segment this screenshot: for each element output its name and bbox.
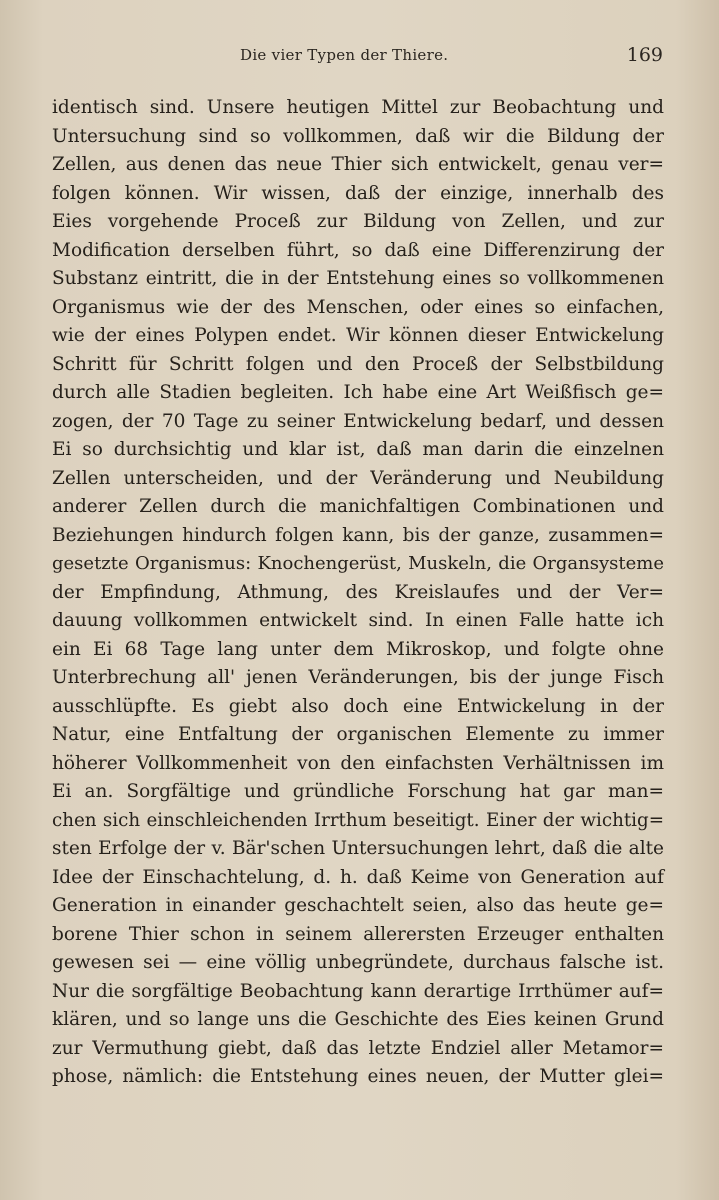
text-line: gewesen sei — eine völlig unbegründete, durchaus falsche ist. bbox=[52, 952, 664, 973]
text-line: zur Vermuthung giebt, daß das letzte Endziel aller Metamor= bbox=[52, 1037, 664, 1059]
text-line: durch alle Stadien begleiten. Ich habe eine Art Weißfisch ge= bbox=[52, 382, 664, 403]
body-text bbox=[52, 94, 664, 1092]
text-line: dauung vollkommen entwickelt sind. In einen Falle hatte ich bbox=[52, 610, 664, 631]
text-line: phose, nämlich: die Entstehung eines neuen, der Mutter glei= bbox=[52, 1066, 664, 1087]
text-line: Zellen unterscheiden, und der Veränderung und Neubildung bbox=[52, 467, 664, 489]
text-line: identisch sind. Unsere heutigen Mittel zur Beobachtung und bbox=[52, 97, 664, 118]
text-line: Generation in einander geschachtelt seien, also das heute ge= bbox=[52, 895, 664, 916]
running-head-title: Die vier Typen der Thiere. bbox=[240, 46, 449, 64]
text-line: Ei so durchsichtig und klar ist, daß man darin die einzelnen bbox=[52, 439, 664, 460]
text-line: gesetzte Organismus: Knochengerüst, Muskeln, die Organsysteme bbox=[52, 553, 664, 574]
text-line: Unterbrechung all' jenen Veränderungen, bis der junge Fisch bbox=[52, 667, 664, 688]
text-line: Schritt für Schritt folgen und den Proceß der Selbstbildung bbox=[52, 353, 664, 375]
text-line: wie der eines Polypen endet. Wir können dieser Entwickelung bbox=[52, 325, 664, 346]
text-line: sten Erfolge der v. Bär'schen Untersuchungen lehrt, daß die alte bbox=[52, 838, 664, 859]
text-line: ausschlüpfte. Es giebt also doch eine Entwickelung in der bbox=[52, 695, 664, 717]
text-line: Nur die sorgfältige Beobachtung kann derartige Irrthümer auf= bbox=[52, 980, 664, 1002]
text-line: der Empfindung, Athmung, des Kreislaufes und der Ver= bbox=[52, 581, 664, 603]
text-line: Ei an. Sorgfältige und gründliche Forschung hat gar man= bbox=[52, 781, 664, 802]
text-line: Organismus wie der des Menschen, oder eines so einfachen, bbox=[52, 296, 664, 318]
text-line: Beziehungen hindurch folgen kann, bis der ganze, zusammen= bbox=[52, 524, 664, 546]
text-line: Untersuchung sind so vollkommen, daß wir die Bildung der bbox=[52, 125, 664, 147]
text-line: Eies vorgehende Proceß zur Bildung von Zellen, und zur bbox=[52, 211, 664, 232]
text-line: anderer Zellen durch die manichfaltigen Combinationen und bbox=[52, 496, 664, 517]
page-number: 169 bbox=[626, 44, 663, 66]
text-line: zogen, der 70 Tage zu seiner Entwickelung bedarf, und dessen bbox=[52, 410, 664, 432]
text-line: borene Thier schon in seinem allerersten Erzeuger enthalten bbox=[52, 923, 664, 945]
text-line: Modification derselben führt, so daß eine Differenzirung der bbox=[52, 239, 664, 261]
text-line: folgen können. Wir wissen, daß der einzige, innerhalb des bbox=[52, 182, 664, 204]
text-line: Natur, eine Entfaltung der organischen Elemente zu immer bbox=[52, 724, 664, 745]
text-line: Zellen, aus denen das neue Thier sich entwickelt, genau ver= bbox=[52, 154, 664, 175]
text-line: höherer Vollkommenheit von den einfachsten Verhältnissen im bbox=[52, 752, 664, 774]
text-line: Substanz eintritt, die in der Entstehung eines so vollkommenen bbox=[52, 268, 664, 289]
text-line: Idee der Einschachtelung, d. h. daß Keime von Generation auf bbox=[52, 866, 664, 888]
text-line: chen sich einschleichenden Irrthum beseitigt. Einer der wichtig= bbox=[52, 809, 664, 831]
text-line: klären, und so lange uns die Geschichte des Eies keinen Grund bbox=[52, 1009, 664, 1030]
text-line: ein Ei 68 Tage lang unter dem Mikroskop, und folgte ohne bbox=[52, 638, 664, 660]
